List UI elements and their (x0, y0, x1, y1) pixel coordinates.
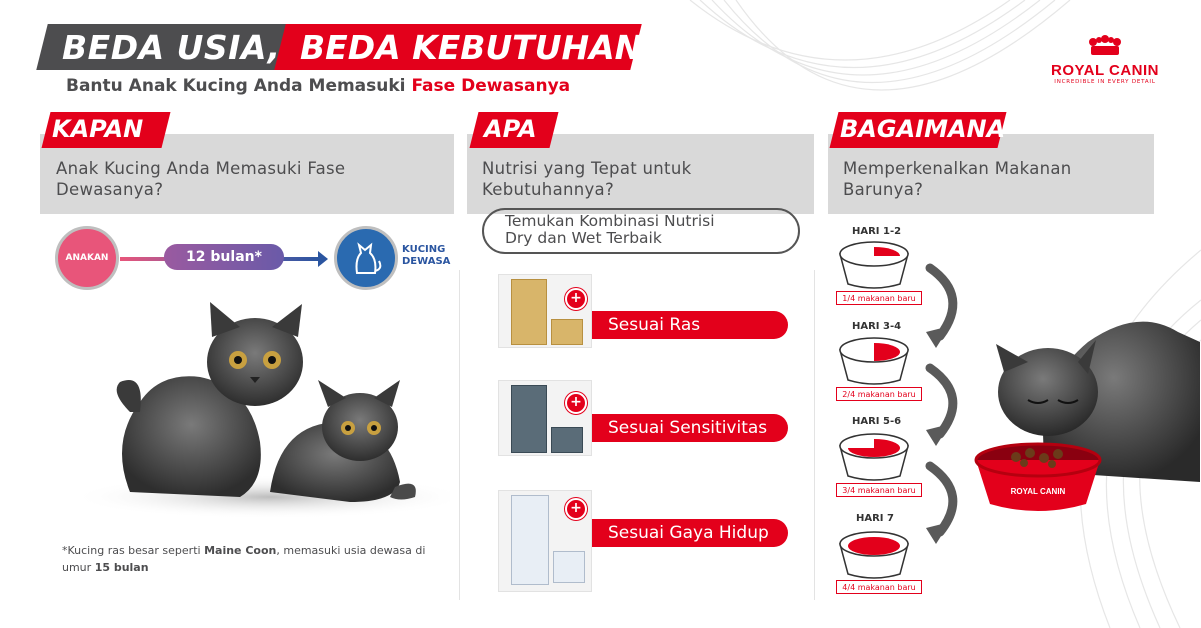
bowl-brand-text: ROYAL CANIN (1010, 487, 1066, 496)
note-age: 15 bulan (94, 561, 149, 574)
step-label-2: 2/4 makanan baru (836, 387, 922, 401)
apa-item-bar-3 (560, 519, 788, 547)
note-part1: *Kucing ras besar seperti (62, 544, 201, 557)
step-day-2: HARI 3-4 (852, 321, 902, 332)
apa-item-label-1: Sesuai Ras (608, 315, 701, 335)
note-breed: Maine Coon (204, 544, 277, 557)
timeline-end-circle (334, 226, 398, 290)
subtitle-part2: Fase Dewasanya (411, 76, 571, 96)
royal-canin-logo (1044, 34, 1166, 85)
cat-eating-photo (968, 282, 1200, 522)
header-title-part2: BEDA KEBUTUHAN (300, 28, 643, 67)
plus-icon-1: + (565, 288, 587, 310)
timeline-end-label (402, 244, 450, 268)
dry-bag-1 (511, 279, 547, 345)
adult-cat-icon (337, 229, 395, 287)
step-label-3: 3/4 makanan baru (836, 483, 922, 497)
header-subtitle (66, 76, 570, 96)
plus-icon-2: + (565, 392, 587, 414)
crown-icon (1085, 34, 1125, 58)
wet-pouch-2 (551, 427, 583, 453)
apa-tag: APA (484, 115, 537, 143)
food-bowl-2 (840, 338, 908, 384)
step-label-4: 4/4 makanan baru (836, 580, 922, 594)
header-title-part1: BEDA USIA, (62, 28, 281, 67)
apa-item-bar-2 (560, 414, 788, 442)
bagaimana-tag: BAGAIMANA (840, 115, 1006, 143)
food-bowl-4 (840, 532, 908, 578)
logo-tagline: INCREDIBLE IN EVERY DETAIL (1054, 79, 1156, 85)
apa-pill-line1: Temukan Kombinasi Nutrisi (505, 212, 715, 230)
kapan-tag: KAPAN (52, 115, 144, 143)
product-image-1 (498, 274, 592, 348)
step-day-4: HARI 7 (856, 513, 894, 524)
kapan-note (62, 542, 452, 576)
wet-pouch-3 (553, 551, 585, 583)
dry-bag-2 (511, 385, 547, 453)
timeline-start-label: ANAKAN (65, 253, 109, 263)
apa-item-label-3: Sesuai Gaya Hidup (608, 523, 769, 543)
note-part2: , memasuki usia dewasa di umur (62, 544, 426, 574)
timeline-end-line2: DEWASA (402, 256, 451, 267)
divider-1 (459, 270, 460, 600)
apa-pill-text (505, 213, 715, 247)
timeline-end-line1: KUCING (402, 244, 446, 255)
logo-name: ROYAL CANIN (1050, 62, 1160, 79)
apa-pill-line2: Dry dan Wet Terbaik (505, 229, 662, 247)
timeline-start-circle (55, 226, 119, 290)
kittens-photo (50, 292, 450, 522)
kapan-question: Anak Kucing Anda Memasuki Fase Dewasanya? (56, 159, 346, 199)
apa-item-bar-1 (560, 311, 788, 339)
step-day-3: HARI 5-6 (852, 416, 902, 427)
apa-question: Nutrisi yang Tepat untuk Kebutuhannya? (482, 159, 692, 199)
timeline-arrow-icon (318, 251, 328, 267)
bagaimana-question: Memperkenalkan Makanan Barunya? (843, 159, 1072, 199)
timeline-duration: 12 bulan* (164, 244, 284, 270)
food-bowl-1 (840, 242, 908, 288)
dry-bag-3 (511, 495, 549, 585)
step-label-1: 1/4 makanan baru (836, 291, 922, 305)
divider-2 (814, 270, 815, 600)
food-bowl-3 (840, 434, 908, 480)
plus-icon-3: + (565, 498, 587, 520)
wet-pouch-1 (551, 319, 583, 345)
apa-item-label-2: Sesuai Sensitivitas (608, 418, 768, 438)
subtitle-part1: Bantu Anak Kucing Anda Memasuki (66, 76, 406, 96)
step-day-1: HARI 1-2 (852, 226, 902, 237)
